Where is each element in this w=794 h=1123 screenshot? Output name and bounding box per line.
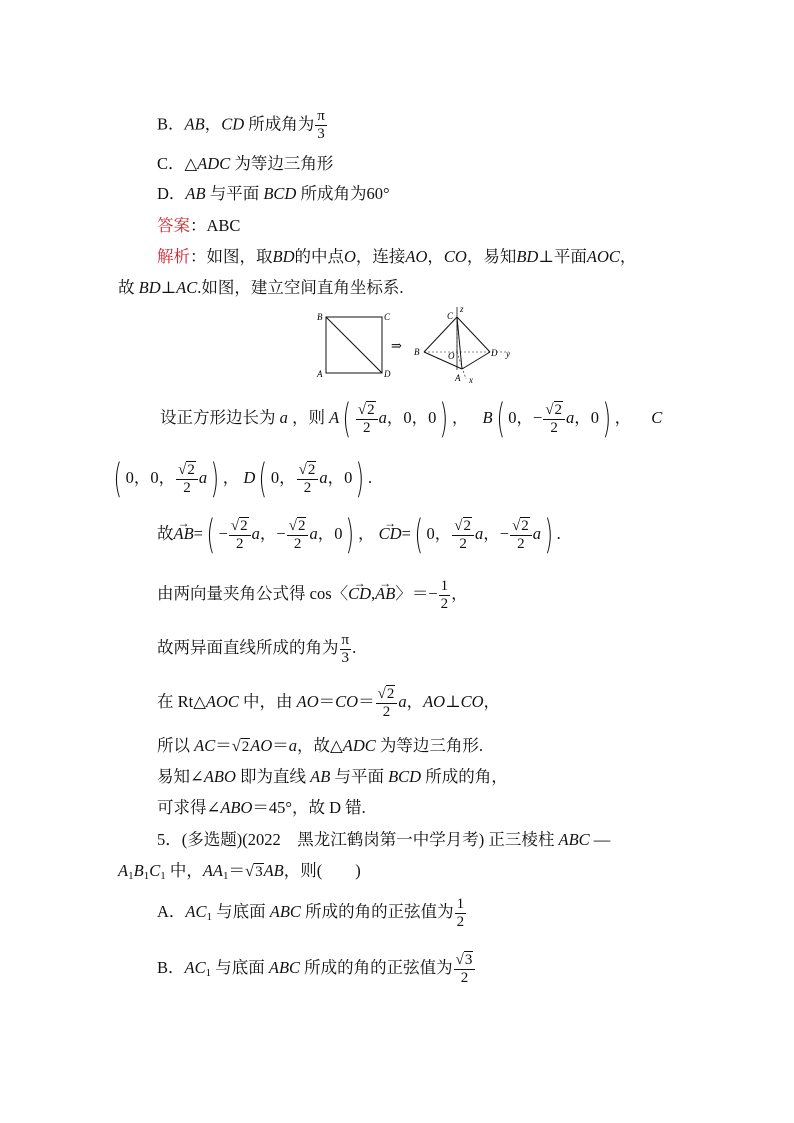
label-d: D	[384, 369, 391, 379]
implies-arrow: ⇒	[391, 338, 402, 353]
svg-text:D: D	[491, 348, 498, 358]
svg-text:O: O	[448, 351, 455, 361]
geometry-figure	[314, 305, 514, 387]
analysis-line-2: 故 BD⊥AC.如图，建立空间直角坐标系.	[118, 278, 404, 297]
so-line: 所以 AC＝√2AO＝a，故△ADC 为等边三角形.	[157, 736, 483, 755]
analysis-line-1: 解析：如图，取BD的中点O，连接AO，CO，易知BD⊥平面AOC，	[157, 247, 637, 266]
easy-line: 易知∠ABO 即为直线 AB 与平面 BCD 所成的角，	[157, 767, 508, 786]
cos-line: 由两向量夹角公式得 cos〈→ CD,→ AB〉＝− $\frac{1}{2}$ ，	[157, 574, 468, 614]
option-c: C．△ADC 为等边三角形	[157, 154, 334, 173]
angle-line: 故两异面直线所成的角为 $\frac{\pi}{3}$ .	[157, 631, 357, 666]
question-5-line-1: 5．(多选题)(2022 黑龙江鹤岗第一中学月考) 正三棱柱 ABC —	[157, 830, 611, 849]
label-b: B	[317, 312, 323, 322]
answer-label: 答案	[157, 216, 190, 235]
svg-text:A: A	[455, 373, 461, 383]
question-5-option-b: B．$AC_1$ 与底面 ABC 所成的角的正弦值为 $\frac{√3}{2}$	[157, 948, 476, 993]
svg-text:B: B	[414, 347, 420, 357]
fraction: $\frac{\pi}{3}$	[317, 108, 325, 142]
find-line: 可求得∠ABO＝45°，故 D 错.	[157, 798, 366, 817]
label-c: C	[384, 312, 391, 322]
analysis-label: 解析	[157, 247, 190, 266]
svg-text:z: z	[460, 305, 464, 314]
answer-value: ABC	[206, 216, 241, 235]
coords-line-1: 设正方形边长为 a ，则 A( $\frac{√2}{2}$ a，0，0) ， B( 0，− $\frac{√2}{2}$ a，0) ， C	[160, 396, 663, 443]
vectors-line: 故→ AB=( − $\frac{√2}{2}$ a，− $\frac{√2}{2}$ a，0) ， → CD=( 0， $\frac{√2}{2}$ a，− $\frac{√2}{2}$ a) .	[157, 514, 561, 555]
coords-line-2: ( 0，0， $\frac{√2}{2}$ a) ， D( 0， $\frac{√2}{2}$ a，0) .	[113, 456, 373, 503]
rt-line: 在 Rt△AOC 中，由 AO＝CO＝ $\frac{√2}{2}$ a，AO⊥CO，	[157, 685, 501, 720]
option-d: D．AB 与平面 BCD 所成角为60°	[157, 184, 390, 203]
pyramid-figure	[414, 305, 510, 385]
question-5-option-a: A．$AC_1$ 与底面 ABC 所成的角的正弦值为 $\frac{1}{2}$	[157, 895, 465, 930]
answer-line: 答案：ABC	[157, 216, 241, 235]
svg-text:C: C	[447, 311, 454, 321]
svg-text:y: y	[506, 349, 510, 359]
svg-text:x: x	[469, 375, 473, 385]
question-5-line-2: $A_1B_1C_1$ 中，$AA_1=√3AB$，则( )	[118, 861, 361, 882]
label-a: A	[317, 369, 323, 379]
option-b: B．AB，CD 所成角为 $\frac{\pi}{3}$	[157, 108, 325, 142]
square-figure	[316, 312, 391, 379]
